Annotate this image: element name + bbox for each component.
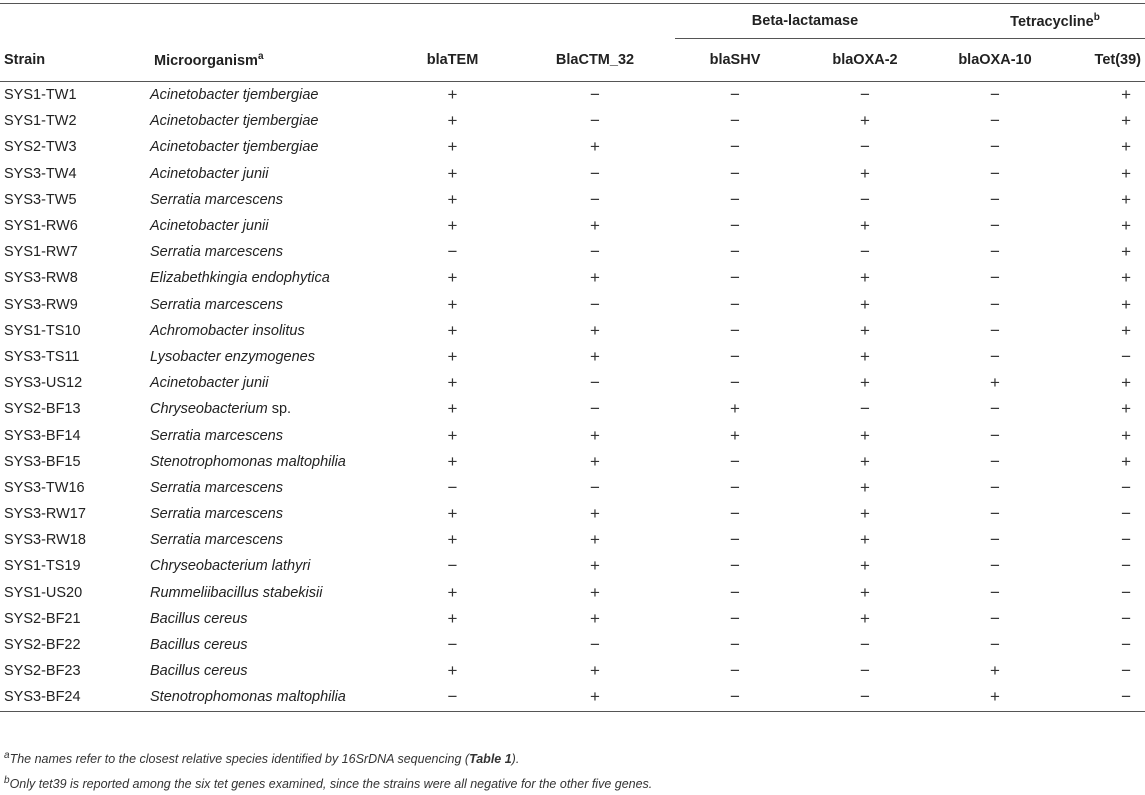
microorganism-cell (150, 239, 390, 265)
gene-result-blaoxa10: − (990, 556, 1000, 576)
strain-cell: SYS3-BF15 (4, 453, 81, 470)
tetracycline-label: Tetracycline (1010, 13, 1094, 30)
gene-result-blaoxa10: − (990, 346, 1000, 366)
gene-result-blaoxa2: − (795, 684, 935, 711)
species-name: Stenotrophomonas maltophilia (150, 453, 346, 470)
table-row (0, 213, 1145, 239)
gene-result-blactm: − (590, 635, 600, 655)
gene-result-blatem: + (447, 608, 458, 628)
species-name: Achromobacter insolitus (150, 322, 305, 339)
table-row (0, 344, 1145, 370)
gene-result-blaoxa10: − (990, 530, 1000, 550)
gene-result-blatem: + (447, 504, 458, 524)
gene-result-blactm: + (590, 608, 600, 628)
microorganism-cell (150, 108, 390, 134)
gene-result-tet39: − (1121, 504, 1132, 524)
microorganism-cell (150, 82, 390, 109)
gene-result-blashv: − (730, 163, 740, 183)
footnotes (4, 745, 1134, 795)
species-name: Serratia marcescens (150, 296, 283, 313)
col-header-tet39: Tet(39) (1055, 39, 1145, 82)
gene-result-blashv: − (730, 111, 740, 131)
gene-result-blashv: − (730, 216, 740, 236)
gene-result-blaoxa2: − (860, 137, 870, 157)
gene-result-blactm: + (590, 268, 600, 288)
gene-result-blaoxa2: − (860, 189, 870, 209)
col-header-blatem: blaTEM (390, 39, 515, 82)
gene-result-blactm: − (590, 111, 600, 131)
gene-result-tet39: − (1121, 582, 1132, 602)
gene-result-tet39: − (1121, 346, 1132, 366)
gene-result-blashv: − (730, 451, 740, 471)
gene-result-blatem: + (447, 661, 458, 681)
microorganism-footnote-mark: a (257, 50, 264, 62)
col-header-blashv: blaSHV (675, 39, 795, 82)
strain-cell: SYS3-RW17 (4, 506, 86, 523)
gene-result-blashv: − (730, 242, 740, 262)
microorganism-cell (150, 292, 390, 318)
gene-result-blatem: − (447, 556, 458, 576)
species-name: Chryseobacterium lathyri (150, 558, 311, 575)
gene-result-blaoxa2: + (860, 373, 870, 393)
gene-result-blashv: − (730, 373, 740, 393)
gene-result-blaoxa10: − (990, 268, 1000, 288)
species-name: Acinetobacter tjembergiae (150, 139, 319, 156)
table-row (0, 396, 1145, 422)
gene-result-blashv: − (730, 582, 740, 602)
species-name: Bacillus cereus (150, 637, 248, 654)
gene-result-blaoxa2: − (860, 661, 870, 681)
gene-result-blatem: − (447, 242, 458, 262)
gene-result-tet39: + (1121, 216, 1132, 236)
strain-cell: SYS3-RW9 (4, 296, 78, 313)
gene-result-blaoxa10: + (990, 373, 1000, 393)
gene-result-blaoxa2: + (860, 530, 870, 550)
col-header-strain: Strain (0, 39, 150, 82)
gene-result-tet39: + (1121, 425, 1132, 445)
gene-result-blashv: − (730, 608, 740, 628)
footnote-a-text-end: ). (511, 752, 520, 767)
gene-result-blaoxa2: − (860, 85, 870, 105)
gene-result-tet39: + (1121, 373, 1132, 393)
gene-result-blatem: − (447, 477, 458, 497)
table-body (0, 82, 1145, 712)
microorganism-cell (150, 658, 390, 684)
footnote-b-text: Only tet39 is reported among the six tet genes examined, since the strains were all negative for the other five genes. (9, 777, 653, 792)
species-name: Serratia marcescens (150, 191, 283, 208)
strain-cell: SYS1-TS19 (4, 558, 81, 575)
gene-result-blatem: + (447, 346, 458, 366)
microorganism-cell (150, 396, 390, 422)
gene-result-tet39: + (1121, 451, 1132, 471)
footnote-a-text: The names refer to the closest relative species identified by 16SrDNA sequencing ( (9, 752, 470, 767)
gene-result-blaoxa10: − (990, 477, 1000, 497)
gene-result-blashv: − (730, 189, 740, 209)
gene-result-blashv: − (730, 85, 740, 105)
strain-cell: SYS2-BF21 (4, 610, 81, 627)
table-row (0, 658, 1145, 684)
gene-result-blaoxa2: + (860, 477, 870, 497)
strain-cell: SYS3-TW4 (4, 165, 77, 182)
gene-result-blatem: + (447, 451, 458, 471)
gene-result-blatem: + (447, 216, 458, 236)
gene-result-blatem: − (447, 635, 458, 655)
table-row (0, 239, 1145, 265)
species-name: Bacillus cereus (150, 610, 248, 627)
gene-result-tet39: − (1121, 477, 1132, 497)
table-row (0, 265, 1145, 291)
gene-result-blaoxa2: + (860, 294, 870, 314)
microorganism-cell (150, 213, 390, 239)
gene-result-blactm: + (590, 661, 600, 681)
table-row (0, 527, 1145, 553)
microorganism-cell (150, 318, 390, 344)
gene-result-blaoxa2: + (860, 163, 870, 183)
gene-result-blactm: + (590, 582, 600, 602)
gene-result-tet39: + (1121, 242, 1132, 262)
species-name: Serratia marcescens (150, 427, 283, 444)
gene-result-blaoxa2: + (860, 216, 870, 236)
gene-result-blatem: + (447, 399, 458, 419)
microorganism-cell (150, 265, 390, 291)
gene-result-tet39: − (1121, 608, 1132, 628)
species-name: Rummeliibacillus stabekisii (150, 584, 323, 601)
gene-result-blactm: + (590, 556, 600, 576)
table-row (0, 370, 1145, 396)
table-row (0, 580, 1145, 606)
group-header-tetracycline (935, 4, 1145, 39)
microorganism-cell (150, 187, 390, 213)
table-row (0, 422, 1145, 448)
strain-cell: SYS3-US12 (4, 375, 83, 392)
strain-cell: SYS1-RW6 (4, 218, 78, 235)
gene-result-blaoxa10: − (990, 399, 1000, 419)
gene-result-tet39: + (1121, 163, 1132, 183)
gene-result-tet39: − (1121, 661, 1132, 681)
microorganism-cell (150, 606, 390, 632)
gene-result-blaoxa10: + (935, 684, 1055, 711)
microorganism-cell (150, 134, 390, 160)
microorganism-cell (150, 161, 390, 187)
footnote-b (4, 770, 1134, 795)
species-name: Stenotrophomonas maltophilia (150, 689, 346, 706)
table-row (0, 318, 1145, 344)
strain-cell: SYS1-TS10 (4, 322, 81, 339)
gene-result-tet39: − (1121, 556, 1132, 576)
gene-result-tet39: + (1121, 268, 1132, 288)
gene-result-blaoxa2: − (860, 242, 870, 262)
tetracycline-footnote-mark: b (1093, 12, 1100, 24)
species-name: Acinetobacter junii (150, 165, 269, 182)
species-name: Serratia marcescens (150, 244, 283, 261)
gene-result-blashv: − (730, 268, 740, 288)
gene-result-blaoxa2: + (860, 111, 870, 131)
gene-result-blashv: − (730, 137, 740, 157)
gene-result-blaoxa10: − (990, 189, 1000, 209)
gene-result-blatem: + (447, 425, 458, 445)
table-row (0, 292, 1145, 318)
gene-result-blactm: − (590, 294, 600, 314)
group-header-beta-lactamase: Beta-lactamase (675, 4, 935, 39)
gene-result-blatem: + (447, 189, 458, 209)
gene-result-blaoxa10: − (990, 451, 1000, 471)
gene-result-blashv: − (730, 477, 740, 497)
strain-cell: SYS3-RW8 (4, 270, 78, 287)
col-header-microorganism (150, 39, 390, 82)
gene-result-blashv: − (730, 635, 740, 655)
table-row (0, 187, 1145, 213)
strain-cell: SYS2-BF13 (4, 401, 81, 418)
microorganism-cell (150, 449, 390, 475)
strain-cell: SYS1-RW7 (4, 244, 78, 261)
gene-result-blatem: + (447, 111, 458, 131)
species-name: Bacillus cereus (150, 663, 248, 680)
strain-cell: SYS1-US20 (4, 584, 83, 601)
gene-result-blaoxa2: + (860, 556, 870, 576)
group-header-row (0, 4, 1145, 39)
gene-result-blaoxa10: − (990, 635, 1000, 655)
species-name: Lysobacter enzymogenes (150, 348, 315, 365)
table-row (0, 553, 1145, 579)
microorganism-cell (150, 632, 390, 658)
table-row (0, 82, 1145, 109)
gene-result-tet39: + (1121, 189, 1132, 209)
gene-result-blaoxa2: + (860, 425, 870, 445)
gene-result-blaoxa10: − (990, 85, 1000, 105)
gene-result-blatem: + (447, 163, 458, 183)
microorganism-cell (150, 580, 390, 606)
strain-cell: SYS3-TS11 (4, 348, 80, 365)
gene-result-blaoxa10: − (990, 137, 1000, 157)
gene-result-blactm: + (590, 425, 600, 445)
microorganism-cell (150, 344, 390, 370)
strain-cell: SYS3-BF14 (4, 427, 81, 444)
table-row (0, 501, 1145, 527)
gene-result-blaoxa10: − (990, 242, 1000, 262)
species-name: Acinetobacter tjembergiae (150, 87, 319, 104)
gene-result-blaoxa10: − (990, 582, 1000, 602)
species-name: Acinetobacter tjembergiae (150, 113, 319, 130)
gene-result-blaoxa2: + (860, 451, 870, 471)
gene-result-blactm: + (590, 216, 600, 236)
gene-result-blactm: − (590, 477, 600, 497)
strain-cell: SYS1-TW2 (4, 113, 77, 130)
footnote-a-table-ref: Table 1 (469, 752, 512, 767)
gene-result-blactm: + (590, 451, 600, 471)
strain-cell: SYS3-TW5 (4, 191, 77, 208)
gene-result-blaoxa10: − (990, 111, 1000, 131)
gene-result-blaoxa10: − (990, 216, 1000, 236)
gene-result-blaoxa10: − (990, 608, 1000, 628)
gene-result-blactm: − (590, 189, 600, 209)
microorganism-cell (150, 553, 390, 579)
gene-result-blactm: + (590, 320, 600, 340)
strain-cell: SYS3-BF24 (0, 684, 150, 711)
gene-result-tet39: − (1121, 635, 1132, 655)
gene-result-blashv: − (730, 530, 740, 550)
gene-result-blashv: + (730, 425, 740, 445)
resistance-gene-table (0, 3, 1145, 712)
gene-result-blactm: + (590, 530, 600, 550)
gene-result-blashv: + (730, 399, 740, 419)
strain-cell: SYS2-TW3 (4, 139, 77, 156)
species-name: Elizabethkingia endophytica (150, 270, 330, 287)
gene-result-blactm: + (515, 684, 675, 711)
table-row (0, 134, 1145, 160)
gene-result-tet39: + (1121, 111, 1132, 131)
gene-result-blaoxa2: + (860, 608, 870, 628)
gene-result-blaoxa2: + (860, 346, 870, 366)
strain-cell: SYS2-BF22 (4, 637, 81, 654)
table-row (0, 449, 1145, 475)
gene-result-blatem: + (447, 582, 458, 602)
gene-result-blaoxa10: − (990, 294, 1000, 314)
gene-result-blashv: − (730, 556, 740, 576)
footnote-b-mark: b (4, 775, 10, 787)
gene-result-tet39: + (1121, 137, 1132, 157)
strain-cell: SYS3-RW18 (4, 532, 86, 549)
gene-result-blashv: − (730, 661, 740, 681)
col-header-blactm: BlaCTM_32 (515, 39, 675, 82)
gene-result-blatem: + (447, 294, 458, 314)
table-row (0, 108, 1145, 134)
gene-result-blactm: − (590, 373, 600, 393)
gene-result-blashv: − (730, 320, 740, 340)
gene-result-blashv: − (675, 684, 795, 711)
gene-result-blaoxa10: + (990, 661, 1000, 681)
species-name: Acinetobacter junii (150, 218, 269, 235)
strain-cell: SYS3-TW16 (4, 479, 85, 496)
gene-result-tet39: − (1121, 530, 1132, 550)
microorganism-cell (150, 475, 390, 501)
gene-result-blashv: − (730, 294, 740, 314)
gene-result-blashv: − (730, 504, 740, 524)
col-header-blaoxa2: blaOXA-2 (795, 39, 935, 82)
footnote-a-mark: a (4, 750, 10, 761)
gene-result-blaoxa2: + (860, 320, 870, 340)
microorganism-label: Microorganism (154, 52, 258, 69)
gene-result-tet39: − (1055, 684, 1145, 711)
table-row (0, 475, 1145, 501)
species-name: Chryseobacterium (150, 401, 268, 418)
gene-result-blatem: + (447, 137, 458, 157)
gene-result-blatem: + (447, 85, 458, 105)
gene-result-blaoxa2: − (860, 635, 870, 655)
microorganism-cell (150, 501, 390, 527)
gene-result-blactm: − (590, 163, 600, 183)
gene-result-tet39: + (1121, 320, 1132, 340)
microorganism-cell (150, 370, 390, 396)
table-row (0, 161, 1145, 187)
column-header-row (0, 39, 1145, 82)
gene-result-blaoxa10: − (990, 320, 1000, 340)
gene-result-tet39: + (1121, 294, 1132, 314)
strain-cell: SYS1-TW1 (4, 87, 77, 104)
species-suffix: sp. (267, 401, 292, 418)
gene-result-blactm: + (590, 504, 600, 524)
gene-result-blactm: − (590, 85, 600, 105)
gene-result-blashv: − (730, 346, 740, 366)
gene-result-blactm: + (590, 346, 600, 366)
microorganism-cell (150, 684, 390, 711)
gene-result-blaoxa2: + (860, 268, 870, 288)
gene-result-tet39: + (1121, 85, 1132, 105)
species-name: Acinetobacter junii (150, 375, 269, 392)
species-name: Serratia marcescens (150, 479, 283, 496)
strain-cell: SYS2-BF23 (4, 663, 81, 680)
gene-result-blaoxa2: − (860, 399, 870, 419)
footnote-a (4, 745, 1134, 770)
gene-result-blatem: + (447, 268, 458, 288)
gene-result-tet39: + (1121, 399, 1132, 419)
gene-result-blatem: + (447, 373, 458, 393)
gene-result-blactm: − (590, 399, 600, 419)
gene-result-blaoxa10: − (990, 425, 1000, 445)
microorganism-cell (150, 422, 390, 448)
species-name: Serratia marcescens (150, 532, 283, 549)
table-row (0, 606, 1145, 632)
gene-result-blaoxa2: + (860, 582, 870, 602)
gene-result-blatem: − (390, 684, 515, 711)
gene-result-blatem: + (447, 320, 458, 340)
col-header-blaoxa10: blaOXA-10 (935, 39, 1055, 82)
gene-result-blaoxa10: − (990, 163, 1000, 183)
gene-result-blactm: − (590, 242, 600, 262)
table-row (0, 684, 1145, 711)
gene-result-blatem: + (447, 530, 458, 550)
species-name: Serratia marcescens (150, 506, 283, 523)
gene-result-blactm: + (590, 137, 600, 157)
microorganism-cell (150, 527, 390, 553)
gene-result-blaoxa2: + (860, 504, 870, 524)
gene-result-blaoxa10: − (990, 504, 1000, 524)
table-row (0, 632, 1145, 658)
